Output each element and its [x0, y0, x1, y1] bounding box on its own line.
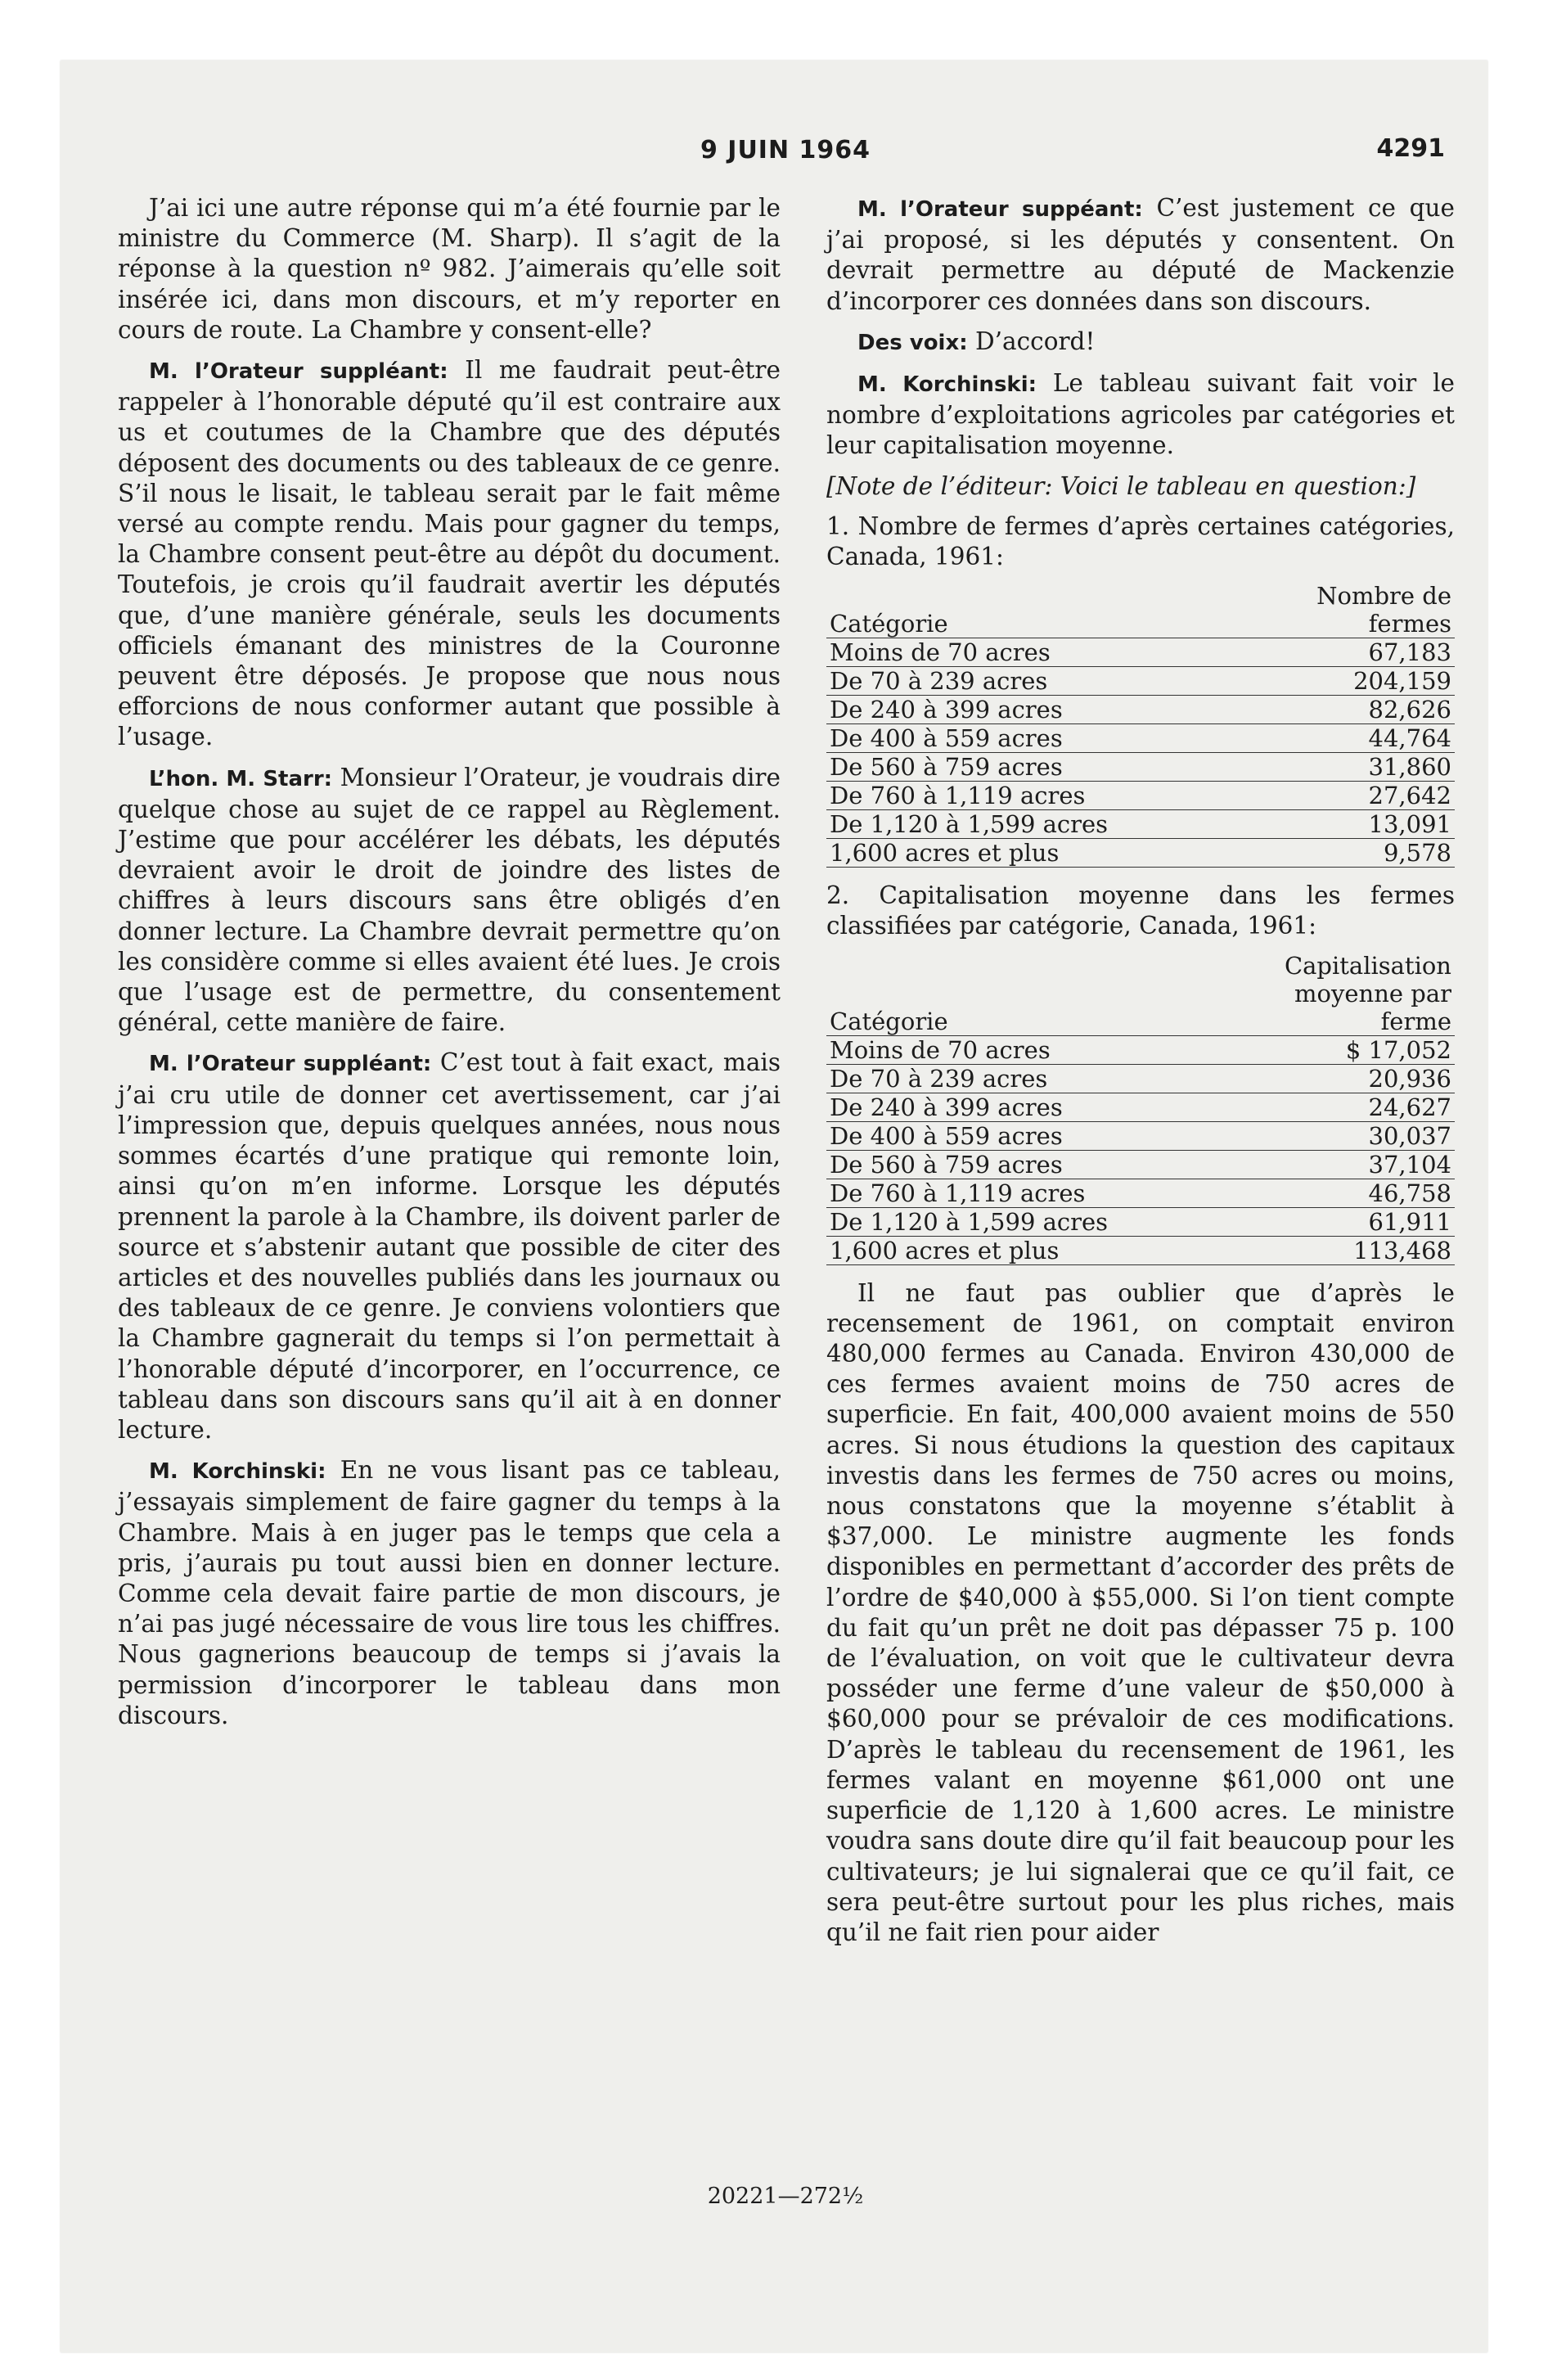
left-column	[118, 193, 781, 1741]
table-row	[826, 696, 1455, 724]
table-cell-value: 20,936	[1235, 1064, 1455, 1093]
table-cell-category: De 240 à 399 acres	[826, 696, 1252, 724]
paragraph	[118, 1455, 781, 1731]
table-cell-category: De 560 à 759 acres	[826, 1150, 1235, 1179]
speaker-name: M. l’Orateur suppléant:	[149, 1052, 432, 1077]
table-cell-value: 67,183	[1252, 638, 1455, 667]
right-column	[826, 193, 1455, 1958]
table2-header-value: Capitalisation moyenne par ferme	[1284, 951, 1451, 1035]
table-cell-category: De 760 à 1,119 acres	[826, 1179, 1235, 1207]
table-cell-value: 27,642	[1252, 782, 1455, 810]
table-cell-category: De 1,120 à 1,599 acres	[826, 810, 1252, 839]
paragraph-text: J’ai ici une autre réponse qui m’a été fournie par le ministre du Commerce (M. Sharp). Il s’agit de la réponse à la question nº 982. J’aimerais qu’elle soit insérée ici, dans mon discours, et m’y reporter en cours de route. La Chambre y consent-elle?	[118, 194, 781, 344]
paragraph-text: Il me faudrait peut-être rappeler à l’honorable député qu’il est contraire aux us et coutumes de la Chambre que des députés déposent des documents ou des tableaux de ce genre. S’il nous le lisait, le tableau serait par le fait même versé au compte rendu. Mais pour gagner du temps, la Chambre consent peut-être au dépôt du document. Toutefois, je crois qu’il faudrait avertir les députés que, d’une manière générale, seuls les documents officiels émanant des ministres de la Couronne peuvent être déposés. Je propose que nous nous efforcions de nous conformer autant que possible à l’usage.	[118, 356, 781, 751]
footer-signature: 20221—272½	[707, 2184, 864, 2209]
speaker-name: M. l’Orateur suppléant:	[149, 359, 448, 385]
table-row	[826, 1150, 1455, 1179]
paragraph	[118, 355, 781, 753]
table-cell-category: De 70 à 239 acres	[826, 1064, 1235, 1093]
table1-header-category: Catégorie	[830, 610, 948, 638]
paragraph	[118, 193, 781, 345]
table-cell-category: De 760 à 1,119 acres	[826, 782, 1252, 810]
table-row	[826, 810, 1455, 839]
table-row	[826, 1093, 1455, 1121]
table-cell-value: 37,104	[1235, 1150, 1455, 1179]
table-cell-value: 113,468	[1235, 1236, 1455, 1264]
table-cell-category: Moins de 70 acres	[826, 638, 1252, 667]
table-cell-value: 31,860	[1252, 753, 1455, 782]
table-cell-value: 9,578	[1252, 839, 1455, 868]
table2-caption: 2. Capitalisation moyenne dans les fermes classifiées par catégorie, Canada, 1961:	[826, 881, 1455, 940]
header-date: 9 JUIN 1964	[700, 136, 871, 165]
table-cell-category: De 560 à 759 acres	[826, 753, 1252, 782]
paragraph-text: C’est justement ce que j’ai proposé, si les députés y consentent. On devrait permettre au député de Mackenzie d’incorporer ces données dans son discours.	[826, 194, 1455, 315]
table-cell-value: 24,627	[1235, 1093, 1455, 1121]
farms-count-table	[826, 582, 1455, 868]
paragraph-text: C’est tout à fait exact, mais j’ai cru utile de donner cet avertissement, car j’ai l’impression que, depuis quelques années, nous nous sommes écartés d’une pratique qui remonte loin, ainsi qu’on m’en informe. Lorsque les députés prennent la parole à la Chambre, ils doivent parler de source et s’abstenir autant que possible de citer des articles et des nouvelles publiés dans les journaux ou des tableaux de ce genre. Je conviens volontiers que la Chambre gagnerait du temps si l’on permettait à l’honorable député d’incorporer, en l’occurrence, ce tableau dans son discours sans qu’il ait à en donner lecture.	[118, 1048, 781, 1444]
table2-header-category: Catégorie	[830, 1007, 948, 1035]
paragraph-text: D’accord!	[975, 327, 1096, 355]
closing-paragraph: Il ne faut pas oublier que d’après le recensement de 1961, on comptait environ 480,000 fermes au Canada. Environ 430,000 de ces fermes avaient moins de 750 acres de superficie. En fait, 400,000 avaient moins de 550 acres. Si nous étudions la question des capitaux investis dans les fermes de 750 acres ou moins, nous constatons que la moyenne s’établit à $37,000. Le ministre augmente les fonds disponibles en permettant d’accorder des prêts de l’ordre de $40,000 à $55,000. Si l’on tient compte du fait qu’un prêt ne doit pas dépasser 75 p. 100 de l’évaluation, on voit que le cultivateur devra posséder une ferme d’une valeur de $50,000 à $60,000 pour se prévaloir de ces modifications. D’après le tableau du recensement de 1961, les fermes valant en moyenne $61,000 ont une superficie de 1,120 à 1,600 acres. Le ministre voudra sans doute dire qu’il fait beaucoup pour les cultivateurs; je lui signalerai que ce qu’il fait, ce sera peut-être surtout pour les plus riches, mais qu’il ne fait rien pour aider	[826, 1278, 1455, 1946]
table-cell-value: 46,758	[1235, 1179, 1455, 1207]
paragraph-text: Monsieur l’Orateur, je voudrais dire quelque chose au sujet de ce rappel au Règlement. J’estime que pour accélérer les débats, les députés devraient avoir le droit de joindre des listes de chiffres à leurs discours sans être obligés d’en donner lecture. La Chambre devrait permettre qu’on les considère comme si elles avaient été lues. Je crois que l’usage est de permettre, du consentement général, cette manière de faire.	[118, 763, 781, 1037]
table-row	[826, 1207, 1455, 1236]
table-cell-value: 61,911	[1235, 1207, 1455, 1236]
paragraph	[826, 327, 1455, 358]
table-row	[826, 839, 1455, 868]
table-cell-category: De 1,120 à 1,599 acres	[826, 1207, 1235, 1236]
table-row	[826, 1035, 1455, 1064]
table-row	[826, 1121, 1455, 1150]
table-row	[826, 638, 1455, 667]
table-row	[826, 724, 1455, 753]
table-row	[826, 667, 1455, 696]
table-row	[826, 782, 1455, 810]
speaker-name: M. l’Orateur suppéant:	[857, 197, 1143, 222]
table-row	[826, 1064, 1455, 1093]
table-cell-value: $ 17,052	[1235, 1035, 1455, 1064]
editor-note: [Note de l’éditeur: Voici le tableau en question:]	[826, 471, 1416, 500]
paragraph	[118, 1048, 781, 1445]
table-cell-category: De 400 à 559 acres	[826, 1121, 1235, 1150]
table-row	[826, 753, 1455, 782]
table-row	[826, 1236, 1455, 1264]
table-row	[826, 1179, 1455, 1207]
table-cell-value: 44,764	[1252, 724, 1455, 753]
table-cell-category: De 240 à 399 acres	[826, 1093, 1235, 1121]
paragraph	[118, 763, 781, 1039]
paragraph-text: En ne vous lisant pas ce tableau, j’essayais simplement de faire gagner du temps à la Chambre. Mais à en juger pas le temps que cela a pris, j’aurais pu tout aussi bien en donner lecture. Comme cela devait faire partie de mon discours, je n’ai pas jugé nécessaire de vous lire tous les chiffres. Nous gagnerions beaucoup de temps si j’avais la permission d’incorporer le tableau dans mon discours.	[118, 1456, 781, 1729]
table-cell-category: 1,600 acres et plus	[826, 1236, 1235, 1264]
paragraph	[826, 193, 1455, 317]
table-cell-category: Moins de 70 acres	[826, 1035, 1235, 1064]
table-cell-value: 82,626	[1252, 696, 1455, 724]
capitalisation-table	[826, 952, 1455, 1265]
page-number: 4291	[1376, 134, 1445, 163]
table-cell-value: 13,091	[1252, 810, 1455, 839]
table1-header-value: Nombre de fermes	[1316, 582, 1451, 638]
table1-caption: 1. Nombre de fermes d’après certaines catégories, Canada, 1961:	[826, 512, 1455, 571]
speaker-name: Des voix:	[857, 330, 968, 355]
paragraph	[826, 368, 1455, 462]
speaker-name: M. Korchinski:	[149, 1459, 326, 1485]
table-cell-category: De 400 à 559 acres	[826, 724, 1252, 753]
table-cell-category: 1,600 acres et plus	[826, 839, 1252, 868]
speaker-name: L’hon. M. Starr:	[149, 766, 333, 791]
table-cell-value: 30,037	[1235, 1121, 1455, 1150]
paragraph-text: Le tableau suivant fait voir le nombre d’exploitations agricoles par catégories et leur capitalisation moyenne.	[826, 369, 1455, 460]
table-cell-category: De 70 à 239 acres	[826, 667, 1252, 696]
speaker-name: M. Korchinski:	[857, 372, 1037, 398]
table-cell-value: 204,159	[1252, 667, 1455, 696]
